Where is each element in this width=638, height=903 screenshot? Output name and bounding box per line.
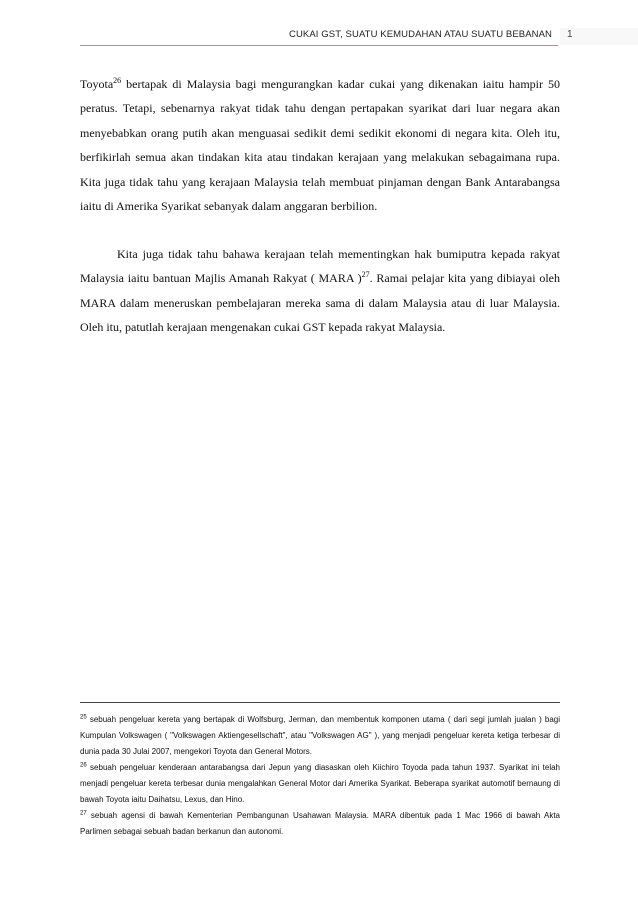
footnote-text: sebuah agensi di bawah Kementerian Pembangunan Usahawan Malaysia. MARA dibentuk pada 1 Mac 1966 di bawah Akta Parlimen sebagai sebuah badan berkanun dan autonomi. xyxy=(80,811,560,836)
running-header-title: CUKAI GST, SUATU KEMUDAHAN ATAU SUATU BEBANAN xyxy=(289,29,552,40)
page-number: 1 xyxy=(567,29,573,40)
footnote-25 xyxy=(80,712,560,760)
footnote-26 xyxy=(80,760,560,808)
body-paragraph-2 xyxy=(80,242,560,340)
footnote-number: 27 xyxy=(80,810,87,817)
footnote-text: sebuah pengeluar kenderaan antarabangsa dari Jepun yang diasaskan oleh Kiichiro Toyoda pada tahun 1937. Syarikat ini telah menjadi pengeluar kereta terbesar dunia mengalahkan General Motor dari Amerika Syarikat. Beberapa syarikat automotif bernaung di bawah Toyota iaitu Daihatsu, Lexus, dan Hino. xyxy=(80,763,560,804)
footnote-number: 25 xyxy=(80,714,87,721)
footnote-ref-27[interactable]: 27 xyxy=(361,270,370,280)
paragraph-text: . Ramai pelajar kita yang dibiayai oleh MARA dalam meneruskan pembelajaran mereka sama di dalam Malaysia atau di luar Malaysia. Oleh itu, patutlah kerajaan mengenakan cukai GST kepada rakyat Malaysia. xyxy=(80,271,560,335)
footnote-number: 26 xyxy=(80,762,87,769)
paragraph-text: Toyota xyxy=(80,77,114,91)
footnote-ref-26[interactable]: 26 xyxy=(113,76,122,85)
paragraph-text: bertapak di Malaysia bagi mengurangkan kadar cukai yang dikenakan iaitu hampir 50 peratus. Tetapi, sebenarnya rakyat tidak tahu dengan pertapakan syarikat dari luar negara akan menyebabkan orang putih akan menguasai sedikit demi sedikit ekonomi di negara kita. Oleh itu, berfikirlah semua akan tindakan kita atau tindakan kerajaan yang melakukan sebagaimana rupa. Kita juga tidak tahu yang kerajaan Malaysia telah membuat pinjaman dengan Bank Antarabangsa iaitu di Amerika Syarikat sebanyak dalam anggaran berbilion. xyxy=(80,77,560,214)
footnote-separator xyxy=(80,702,560,703)
footnote-27 xyxy=(80,808,560,840)
paragraph-text: Kita juga tidak tahu bahawa kerajaan telah mementingkan hak bumiputra kepada rakyat Malaysia iaitu bantuan Majlis Amanah Rakyat ( MARA ) xyxy=(80,247,560,286)
footnote-text: sebuah pengeluar kereta yang bertapak di Wolfsburg, Jerman, dan membentuk komponen utama ( dari segi jumlah jualan ) bagi Kumpulan Volkswagen ( "Volkswagen Aktiengesellschaft", atau "Volkswagen AG" ), yang menjadi pengeluar kereta ketiga terbesar di dunia pada 30 Julai 2007, mengekori Toyota dan General Motors. xyxy=(80,715,560,756)
footnotes-section xyxy=(80,712,560,840)
body-paragraph-1 xyxy=(80,72,560,218)
header-rule xyxy=(80,45,558,46)
